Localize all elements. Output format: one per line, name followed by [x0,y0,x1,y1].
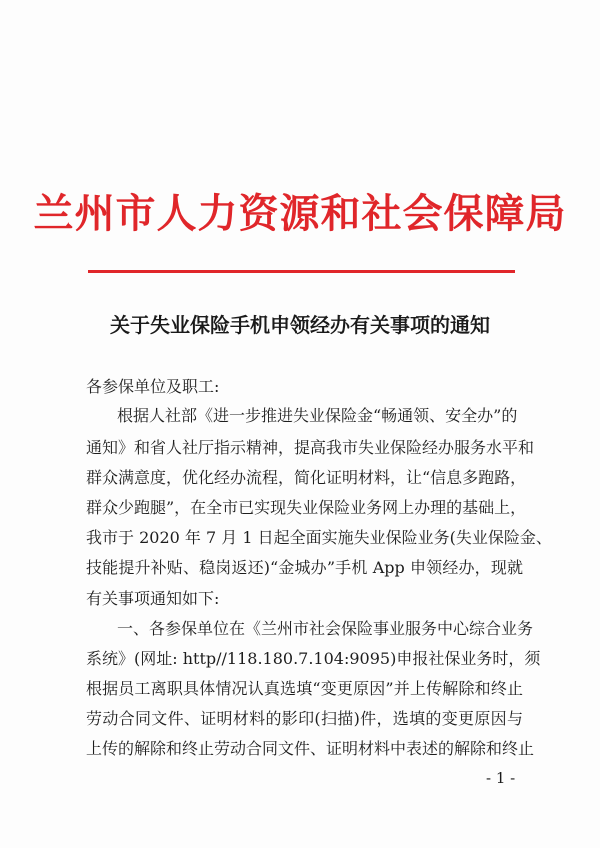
paragraph1-line-5: 我市于 2020 年 7 月 1 日起全面实施失业保险业务(失业保险金、 [86,528,552,547]
page-number: - 1 - [486,769,516,787]
paragraph1-line-4: 群众少跑腿”，在全市已实现失业保险业务网上办理的基础上， [86,498,527,517]
letterhead-title: 兰州市人力资源和社会保障局 [33,190,567,237]
paragraph2-line-2: 系统》(网址: http//118.180.7.104:9095)申报社保业务时，须 [86,649,541,668]
paragraph2-line-4: 劳动合同文件、证明材料的影印(扫描)件，选填的变更原因与 [86,709,523,728]
paragraph1-line-2: 通知》和省人社厅指示精神，提高我市失业保险经办服务水平和 [86,438,535,457]
paragraph1-line-1: 根据人社部《进一步推进失业保险金“畅通领、安全办”的 [117,406,518,425]
paragraph1-line-6: 技能提升补贴、稳岗返还)“金城办”手机 App 申领经办，现就 [86,558,523,577]
paragraph2-line-5: 上传的解除和终止劳动合同文件、证明材料中表述的解除和终止 [86,739,535,758]
salutation: 各参保单位及职工: [86,377,220,396]
letterhead-red-rule [88,270,515,273]
paragraph1-line-3: 群众满意度，优化经办流程，简化证明材料，让“信息多跑路， [86,468,527,487]
paragraph1-line-7: 有关事项通知如下: [86,589,220,608]
paragraph2-line-3: 根据员工离职具体情况认真选填“变更原因”并上传解除和终止 [86,679,523,698]
paragraph2-line-1: 一、各参保单位在《兰州市社会保险事业服务中心综合业务 [117,619,534,638]
notice-title: 关于失业保险手机申领经办有关事项的通知 [110,313,490,337]
